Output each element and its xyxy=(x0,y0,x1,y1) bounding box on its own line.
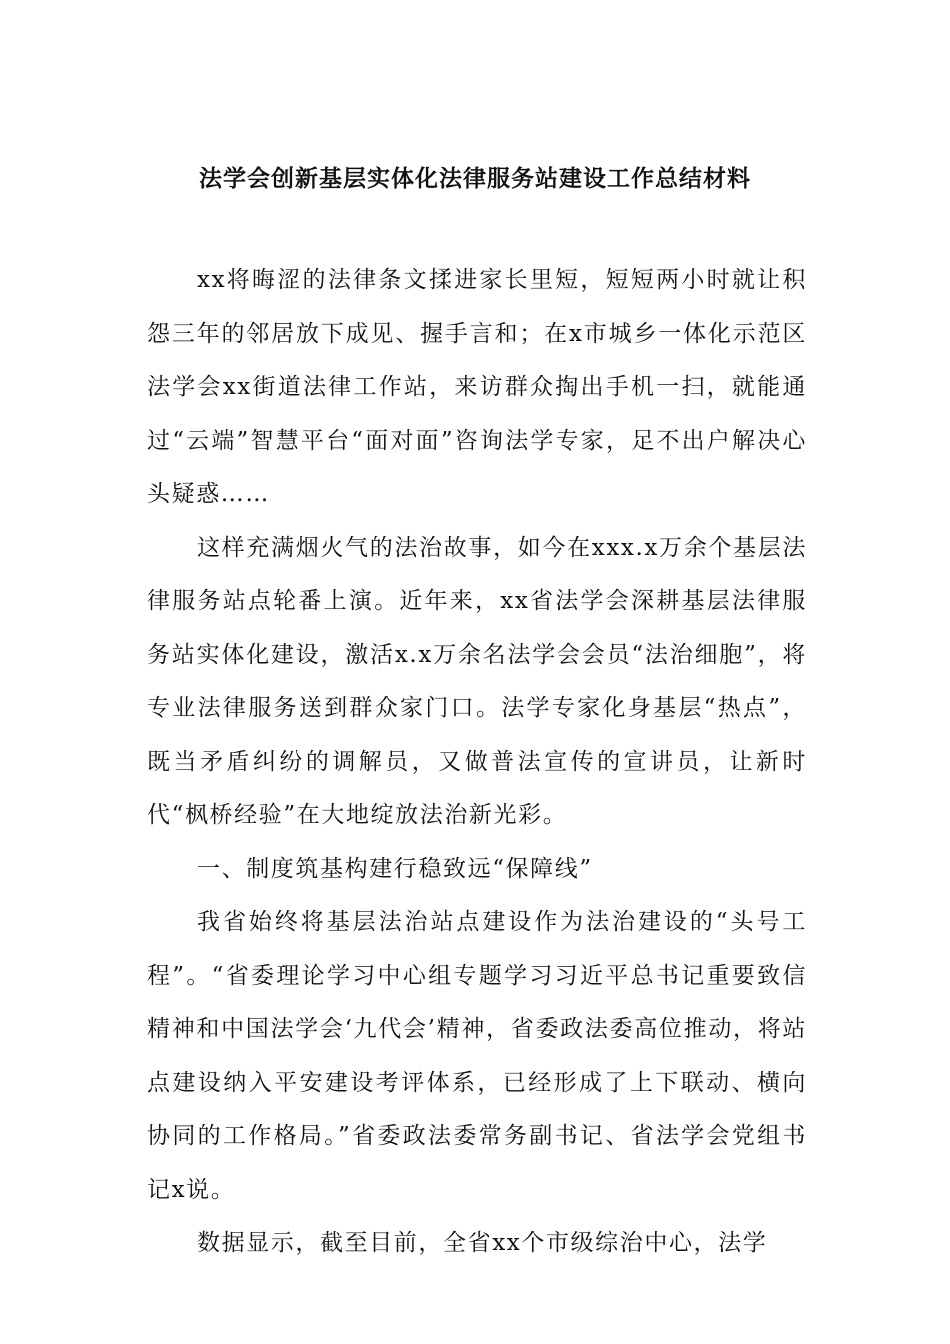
paragraph-background: 这样充满烟火气的法治故事，如今在xxx.x万余个基层法律服务站点轮番上演。近年来，xx省法学会深耕基层法律服务站实体化建设，激活x.x万余名法学会会员“法治细胞”，将专业法律服务送到群众家门口。法学专家化身基层“热点”，既当矛盾纠纷的调解员，又做普法宣传的宣讲员，让新时代“枫桥经验”在大地绽放法治新光彩。 xyxy=(147,534,807,828)
document-body xyxy=(147,254,807,1271)
document-title: 法学会创新基层实体化法律服务站建设工作总结材料 xyxy=(199,165,751,192)
paragraph-intro: xx将晦涩的法律条文揉进家长里短，短短两小时就让积怨三年的邻居放下成见、握手言和；在x市城乡一体化示范区法学会xx街道法律工作站，来访群众掏出手机一扫，就能通过“云端”智慧平台“面对面”咨询法学专家，足不出户解决心头疑惑…… xyxy=(147,267,807,507)
paragraph-section-1: 我省始终将基层法治站点建设作为法治建设的“头号工程”。“省委理论学习中心组专题学习习近平总书记重要致信精神和中国法学会‘九代会’精神，省委政法委高位推动，将站点建设纳入平安建设考评体系，已经形成了上下联动、横向协同的工作格局。”省委政法委常务副书记、省法学会党组书记x说。 xyxy=(147,909,807,1203)
paragraph-data: 数据显示，截至目前，全省xx个市级综治中心，法学 xyxy=(197,1230,768,1256)
section-heading-1: 一、制度筑基构建行稳致远“保障线” xyxy=(197,855,593,882)
